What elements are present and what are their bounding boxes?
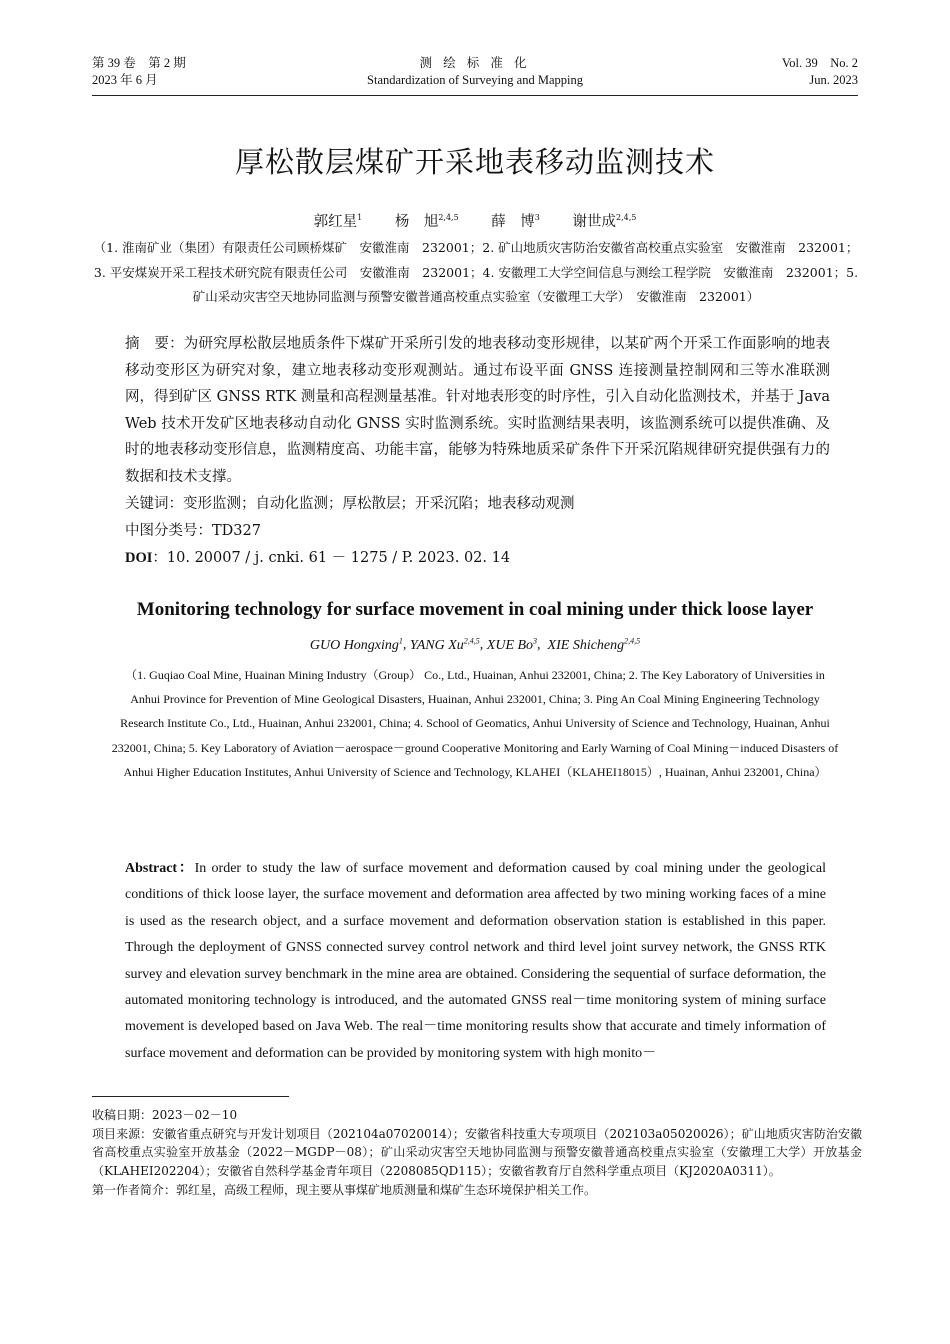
author-cn: 杨 旭$^{2,4,5}$ bbox=[394, 213, 459, 230]
author-bio: 第一作者简介：郭红星，高级工程师，现主要从事煤矿地质测量和煤矿生态环境保护相关工作。 bbox=[92, 1182, 597, 1197]
header-divider bbox=[92, 95, 858, 96]
author-cn: 薛 博$^3$ bbox=[491, 213, 540, 230]
clc-number bbox=[125, 519, 261, 540]
clc-value: TD327 bbox=[212, 523, 261, 539]
running-header bbox=[92, 55, 858, 95]
keywords-cn-text: 变形监测；自动化监测；厚松散层；开采沉陷；地表移动观测 bbox=[183, 496, 575, 512]
received-date: 收稿日期：2023－02－10 bbox=[92, 1108, 238, 1122]
author-list-en: GUO Hongxing$^1$, YANG Xu$^{2,4,5}$, XUE Bo$^3$, XIE Shicheng$^{2,4,5}$ bbox=[309, 636, 641, 653]
volume-number-en: Vol. 39 No. 2 bbox=[781, 56, 858, 70]
keywords-cn-label: 关键词： bbox=[125, 496, 183, 512]
author-en: YANG Xu$^{2,4,5}$ bbox=[409, 636, 480, 653]
paper-title-en: Monitoring technology for surface movement in coal mining under thick loose layer bbox=[136, 599, 814, 620]
author-en: GUO Hongxing$^1$ bbox=[309, 636, 403, 653]
affiliations-en: （1. Guqiao Coal Mine, Huainan Mining Industry（Group） Co., Ltd., Huainan, Anhui 232001, China; 2. The Key Laboratory of Universities in Anhui Province for Prevention of Mine Geological Disasters, Huainan, Anhui 232001, China; 3. Ping An Coal Mining Engineering Technology Research Institute Co., Ltd., Huainan, Anhui 232001, China; 4. School of Geomatics, Anhui University of Science and Technology, Huainan, Anhui 232001, China; 5. Key Laboratory of Aviation－aerospace－ground Cooperative Monitoring and Early Warning of Coal Mining－induced Disasters of Anhui Higher Education Institutes, Anhui University of Science and Technology, KLAHEI（KLAHEI18015）, Huainan, Anhui 232001, China） bbox=[111, 668, 839, 779]
author-cn: 谢世成$^{2,4,5}$ bbox=[572, 213, 637, 230]
doi-value: ：10. 20007 / j. cnki. 61 － 1275 / P. 2023. 02. 14 bbox=[152, 550, 511, 566]
footnote-divider bbox=[92, 1096, 289, 1097]
affiliations-cn: （1. 淮南矿业（集团）有限责任公司顾桥煤矿 安徽淮南 232001；2. 矿山地质灾害防治安徽省高校重点实验室 安徽淮南 232001；3. 平安煤炭开采工程技术研究院有限责任公司 安徽淮南 232001；4. 安徽理工大学空间信息与测绘工程学院 安徽淮南 232001；5. 矿山采动灾害空天地协同监测与预警安徽普通高校重点实验室（安徽理工大学） 安徽淮南 232001） bbox=[93, 240, 859, 304]
keywords-cn bbox=[125, 492, 575, 513]
footnotes bbox=[92, 1106, 862, 1200]
author-cn: 郭红星$^1$ bbox=[313, 213, 363, 230]
clc-label: 中图分类号： bbox=[125, 523, 212, 539]
author-en: XIE Shicheng$^{2,4,5}$ bbox=[547, 636, 641, 653]
funding-info: 项目来源：安徽省重点研究与开发计划项目（202104a07020014）；安徽省科技重大专项项目（202103a05020026）；矿山地质灾害防治安徽省高校重点实验室开放基金（2022－MGDP－08）；矿山采动灾害空天地协同监测与预警安徽普通高校重点实验室（安徽理工大学）开放基金（KLAHEI202204）；安徽省自然科学基金青年项目（2208085QD115）；安徽省教育厅自然科学重点项目（KJ2020A0311）。 bbox=[92, 1126, 862, 1179]
abstract-en bbox=[125, 856, 826, 1067]
publish-date-cn: 2023 年 6 月 bbox=[92, 73, 158, 87]
publish-date-en: Jun. 2023 bbox=[809, 73, 858, 87]
journal-name bbox=[92, 55, 858, 89]
abstract-cn bbox=[125, 331, 830, 490]
doi-label: DOI bbox=[125, 550, 153, 566]
doi bbox=[125, 546, 510, 567]
journal-name-en: Standardization of Surveying and Mapping bbox=[367, 73, 583, 87]
abstract-en-text: In order to study the law of surface movement and deformation caused by coal mining under the geological conditions of thick loose layer, the surface movement and deformation area affected by two mining working faces of a mine is used as the research object, and a surface movement and deformation observation station is established in this paper. Through the deployment of GNSS connected survey control network and third level joint survey network, the GNSS RTK survey and elevation survey benchmark in the mine area are obtained. Considering the sequential of surface deformation, the automated monitoring technology is introduced, and the automated GNSS real－time monitoring system of mining surface movement is developed based on Java Web. The real－time monitoring results show that accurate and timely information of surface movement and deformation can be provided by monitoring system with high monito－ bbox=[125, 861, 826, 1061]
abstract-cn-text: 为研究厚松散层地质条件下煤矿开采所引发的地表移动变形规律，以某矿两个开采工作面影响的地表移动变形区为研究对象，建立地表移动变形观测站。通过布设平面 GNSS 连接测量控制网和三等水准联测网，得到矿区 GNSS RTK 测量和高程测量基准。针对地表形变的时序性，引入自动化监测技术，并基于 Java Web 技术开发矿区地表移动自动化 GNSS 实时监测系统。实时监测结果表明，该监测系统可以提供准确、及时的地表移动变形信息，监测精度高、功能丰富，能够为特殊地质采矿条件下开采沉陷规律研究提供强有力的数据和技术支撑。 bbox=[125, 336, 830, 485]
volume-issue-cn: 第 39 卷 第 2 期 bbox=[92, 56, 186, 70]
journal-name-cn: 测 绘 标 准 化 bbox=[419, 56, 531, 70]
author-en: XUE Bo$^3$ bbox=[486, 636, 538, 653]
author-list-cn bbox=[0, 210, 950, 231]
paper-title-cn: 厚松散层煤矿开采地表移动监测技术 bbox=[234, 145, 715, 179]
volume-issue-en bbox=[782, 55, 858, 89]
abstract-cn-label: 摘 要： bbox=[125, 336, 184, 352]
abstract-en-label: Abstract： bbox=[125, 861, 195, 876]
